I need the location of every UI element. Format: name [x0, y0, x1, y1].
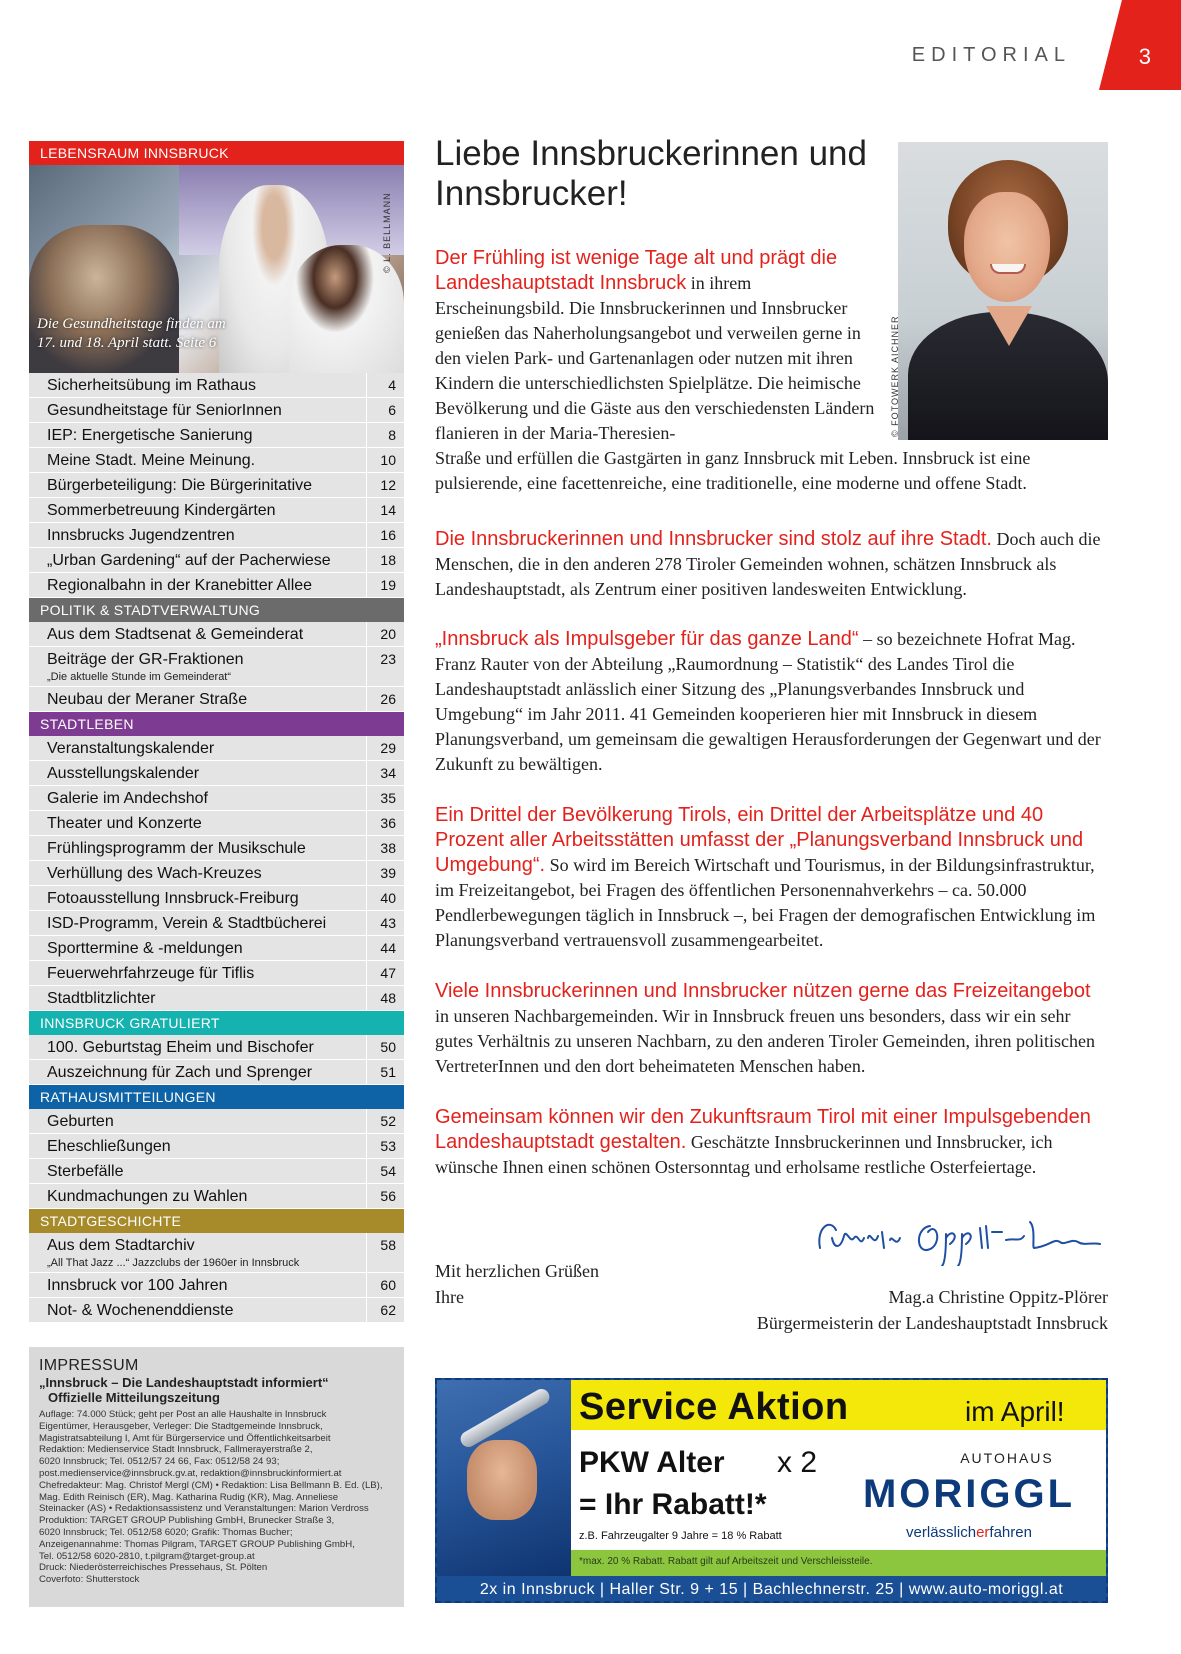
toc-item-subtitle: „Die aktuelle Stunde im Gemeinderat“ [47, 671, 232, 683]
paragraph-body: in unseren Nachbargemeinden. Wir in Innsbruck freuen uns besonders, dass wir ein sehr gutes Verhältnis zu unseren Nachbarn, zu den anderen Tiroler Gemeinden, ihren politischen VertreterInnen und den dort beheimateten Menschen haben. [435, 1006, 1095, 1076]
toc-item-title: Regionalbahn in der Kranebitter Allee [47, 577, 313, 594]
ad-brand-logo: MORIGGL [862, 1472, 1076, 1516]
toc-item-page: 10 [366, 448, 404, 472]
toc-section-rathaus[interactable]: RATHAUSMITTEILUNGEN [29, 1085, 404, 1109]
toc-item-page: 53 [366, 1134, 404, 1158]
signature-image [810, 1208, 1110, 1266]
toc-item[interactable] [29, 1134, 404, 1159]
toc-item[interactable] [29, 986, 404, 1011]
toc-item-title: Sterbefälle [47, 1163, 124, 1180]
toc-item-page: 36 [366, 811, 404, 835]
toc-item-title: Bürgerbeteiligung: Die Bürgerinitative [47, 477, 313, 494]
toc-item-page: 14 [366, 498, 404, 522]
toc-item-title: Stadtblitzlichter [47, 990, 156, 1007]
toc-section-gratuliert[interactable]: INNSBRUCK GRATULIERT [29, 1011, 404, 1035]
toc-item[interactable] [29, 498, 404, 523]
signer-role: Bürgermeisterin der Landeshauptstadt Innsbruck [756, 1313, 1108, 1333]
toc-item[interactable] [29, 961, 404, 986]
toc-item[interactable] [29, 836, 404, 861]
cover-photo-credit: © L. BELLMANN [382, 192, 392, 273]
toc-item-title: Feuerwehrfahrzeuge für Tiflis [47, 965, 255, 982]
paragraph-lead: „Innsbruck als Impulsgeber für das ganze Land“ [435, 628, 859, 650]
toc-item-title: Verhüllung des Wach-Kreuzes [47, 865, 262, 882]
paragraph-body: Geschätzte Innsbruckerinnen und Innsbrucker, ich wünsche Ihnen einen schönen Ostersonntag und erholsame restliche Osterfeiertage. [435, 1132, 1053, 1177]
toc-item[interactable] [29, 936, 404, 961]
article-headline: Liebe Innsbruckerinnen und Innsbrucker! [435, 134, 867, 213]
advertisement-banner[interactable] [435, 1378, 1108, 1603]
toc-item-page: 39 [366, 861, 404, 885]
ad-headline-suffix: im April! [965, 1396, 1065, 1427]
toc-list-gratuliert [29, 1035, 404, 1085]
toc-item-page: 23 [366, 647, 404, 686]
ad-footnote: *max. 20 % Rabatt. Rabatt gilt auf Arbeitszeit und Verschleissteile. [579, 1556, 873, 1567]
toc-list-politik [29, 622, 404, 712]
toc-item[interactable] [29, 398, 404, 423]
toc-item-title: Aus dem Stadtsenat & Gemeinderat [47, 626, 304, 643]
toc-item-page: 48 [366, 986, 404, 1010]
toc-item[interactable] [29, 647, 404, 687]
impressum-subtitle: Offizielle Mitteilungszeitung [48, 1390, 220, 1405]
paragraph-lead: Der Frühling ist wenige Tage alt und prägt die Landeshauptstadt Innsbruck [435, 247, 838, 294]
toc-section-lebensraum[interactable]: LEBENSRAUM INNSBRUCK [29, 141, 404, 165]
article-paragraph-4 [435, 803, 1108, 953]
toc-item[interactable] [29, 423, 404, 448]
toc-item-title: Innsbrucks Jugendzentren [47, 527, 235, 544]
toc-item-title: Not- & Wochenenddienste [47, 1302, 234, 1319]
impressum-body: Auflage: 74.000 Stück; geht per Post an alle Haushalte in Innsbruck Eigentümer, Herausgeber, Verleger: Die Stadtgemeinde Innsbruck, Magistratsabteilung I, Amt für Bürgerservice und Öffentlichkeitsarbeit Redaktion: Medienservice Stadt Innsbruck, Fallmerayerstraße 2, 6020 Innsbruck; Tel. 0512/57 24 66, Fax: 0512/58 24 93; post.medienservice@innsbruck.gv.at, redaktion@innsbruckinformiert.at Chefredakteur: Mag. Christof Mergl (CM) • Redaktion: Lisa Bellmann B. Ed. (LB), Mag. Edith Reinisch (ER), Mag. Katharina Rudig (KR), Mag. Anneliese Steinacker (AS) • Redaktionsassistenz und Veranstaltungen: Marion Verdross Produktion: TARGET GROUP Publishing GmbH, Brunecker Straße 3, 6020 Innsbruck; Tel. 0512/58 6020; Grafik: Thomas Bucher; Anzeigenannahme: Thomas Pilgram, TARGET GROUP Publishing GmbH, Tel. 0512/58 6020-2810, t.pilgram@target-group.at Druck: Niederösterreichisches Pressehaus, St. Pölten Coverfoto: Shutterstock [39, 1409, 383, 1586]
toc-item-title: Auszeichnung für Zach und Sprenger [47, 1064, 313, 1081]
toc-item-page: 62 [366, 1298, 404, 1322]
toc-item[interactable] [29, 548, 404, 573]
closing-greeting: Mit herzlichen Grüßen Ihre [435, 1261, 599, 1307]
toc-item[interactable] [29, 622, 404, 647]
toc-item-subtitle: „All That Jazz ...“ Jazzclubs der 1960er in Innsbruck [47, 1257, 300, 1269]
toc-list-stadtleben [29, 736, 404, 1011]
toc-item[interactable] [29, 761, 404, 786]
impressum-title: IMPRESSUM [39, 1357, 139, 1374]
section-label: EDITORIAL [911, 44, 1071, 66]
toc-item-page: 58 [366, 1233, 404, 1272]
toc-item-page: 51 [366, 1060, 404, 1084]
toc-item[interactable] [29, 448, 404, 473]
toc-section-politik[interactable]: POLITIK & STADTVERWALTUNG [29, 598, 404, 622]
toc-item-page: 16 [366, 523, 404, 547]
toc-item[interactable] [29, 886, 404, 911]
paragraph-lead: Ein Drittel der Bevölkerung Tirols, ein Drittel der Arbeitsplätze und 40 Prozent aller Arbeitsstätten umfasst der „Planungsverband Innsbruck und Umgebung“. [435, 804, 1084, 876]
toc-item[interactable] [29, 1159, 404, 1184]
toc-item[interactable] [29, 1060, 404, 1085]
ad-age-line: PKW Alter [579, 1446, 725, 1479]
toc-item-title: Aus dem Stadtarchiv [47, 1237, 195, 1254]
toc-item-title: Ausstellungskalender [47, 765, 200, 782]
ad-brand-label: AUTOHAUS [960, 1450, 1054, 1466]
toc-item-title: Veranstaltungskalender [47, 740, 215, 757]
portrait-credit: © FOTOWERK AICHNER [890, 315, 900, 437]
page-number: 3 [1138, 44, 1151, 69]
toc-item-page: 47 [366, 961, 404, 985]
toc-item-page: 8 [366, 423, 404, 447]
toc-item-title: Sicherheitsübung im Rathaus [47, 377, 257, 394]
toc-item[interactable] [29, 861, 404, 886]
toc-item-title: Innsbruck vor 100 Jahren [47, 1277, 228, 1294]
toc-item-page: 43 [366, 911, 404, 935]
toc-item-page: 40 [366, 886, 404, 910]
toc-item-title: „Urban Gardening“ auf der Pacherwiese [47, 552, 331, 569]
toc-item-page: 50 [366, 1035, 404, 1059]
toc-item-title: Fotoausstellung Innsbruck-Freiburg [47, 890, 299, 907]
toc-item-page: 38 [366, 836, 404, 860]
toc-item-title: Galerie im Andechshof [47, 790, 208, 807]
toc-item-page: 34 [366, 761, 404, 785]
toc-item-title: Frühlingsprogramm der Musikschule [47, 840, 306, 857]
toc-item-page: 20 [366, 622, 404, 646]
toc-item-title: Geburten [47, 1113, 114, 1130]
toc-item-page: 60 [366, 1273, 404, 1297]
toc-item-title: Neubau der Meraner Straße [47, 691, 248, 708]
toc-section-geschichte[interactable]: STADTGESCHICHTE [29, 1209, 404, 1233]
article-paragraph-6 [435, 1105, 1108, 1180]
article-paragraph-1 [435, 246, 1108, 496]
article-paragraph-2 [435, 527, 1108, 602]
cover-photo [29, 165, 404, 373]
signer-name: Mag.a Christine Oppitz-Plörer [888, 1287, 1108, 1307]
toc-item-page: 26 [366, 687, 404, 711]
toc-item[interactable] [29, 1184, 404, 1209]
toc-item-page: 54 [366, 1159, 404, 1183]
toc-item-page: 35 [366, 786, 404, 810]
toc-item-page: 4 [366, 373, 404, 397]
impressum-publication: „Innsbruck – Die Landeshauptstadt informiert“ [39, 1375, 329, 1390]
toc-item-page: 29 [366, 736, 404, 760]
paragraph-body-continued: Straße und erfüllen die Gastgärten in ganz Innsbruck mit Leben. Innsbruck ist eine pulsierende, eine facettenreiche, eine traditionelle, eine moderne und offene Stadt. [435, 448, 1031, 493]
toc-item[interactable] [29, 736, 404, 761]
toc-item-page: 18 [366, 548, 404, 572]
toc-item[interactable] [29, 687, 404, 712]
toc-item[interactable] [29, 473, 404, 498]
toc-section-stadtleben[interactable]: STADTLEBEN [29, 712, 404, 736]
toc-item-title: Theater und Konzerte [47, 815, 202, 832]
toc-item[interactable] [29, 811, 404, 836]
toc-item-title: 100. Geburtstag Eheim und Bischofer [47, 1039, 314, 1056]
toc-item[interactable] [29, 573, 404, 598]
toc-item-title: Beiträge der GR-Fraktionen [47, 651, 244, 668]
ad-photo-mechanic [437, 1380, 571, 1576]
paragraph-body: – so bezeichnete Hofrat Mag. Franz Rauter von der Abteilung „Raumordnung – Statistik“ des Landes Tirol die Landeshauptstadt anlässlich einer Sitzung des „Planungsverbandes Innsbruck und Umgebung“ im Jahr 2011. 41 Gemeinden kooperieren hier mit Innsbruck in diesem Planungsverband, um gemeinsam die gewaltigen Herausforderungen der Gegenwart und der Zukunft zu bewältigen. [435, 629, 1101, 774]
toc-item-title: ISD-Programm, Verein & Stadtbücherei [47, 915, 327, 932]
toc-item-page: 44 [366, 936, 404, 960]
toc-item[interactable] [29, 1298, 404, 1323]
toc-item-title: Sommerbetreuung Kindergärten [47, 502, 276, 519]
ad-slogan: verlässlicherfahren [906, 1524, 1032, 1541]
ad-headline: Service Aktion [579, 1386, 849, 1428]
article-paragraph-5 [435, 979, 1108, 1079]
toc-item[interactable] [29, 911, 404, 936]
toc-item-title: Kundmachungen zu Wahlen [47, 1188, 248, 1205]
toc-item[interactable] [29, 523, 404, 548]
paragraph-lead: Die Innsbruckerinnen und Innsbrucker sind stolz auf ihre Stadt. [435, 528, 992, 550]
toc-item-title: Gesundheitstage für SeniorInnen [47, 402, 282, 419]
toc-item-title: IEP: Energetische Sanierung [47, 427, 253, 444]
table-of-contents [29, 141, 404, 1323]
toc-list-lebensraum [29, 373, 404, 598]
ad-age-multiplier: x 2 [777, 1446, 818, 1479]
toc-item[interactable] [29, 1273, 404, 1298]
impressum-box [29, 1347, 404, 1607]
ad-address[interactable]: 2x in Innsbruck | Haller Str. 9 + 15 | Bachlechnerstr. 25 | www.auto-moriggl.at [479, 1581, 1064, 1598]
toc-item[interactable] [29, 1109, 404, 1134]
toc-item[interactable] [29, 786, 404, 811]
paragraph-lead: Viele Innsbruckerinnen und Innsbrucker nützen gerne das Freizeitangebot [435, 980, 1091, 1002]
toc-item-page: 6 [366, 398, 404, 422]
toc-item-title: Meine Stadt. Meine Meinung. [47, 452, 256, 469]
toc-list-geschichte [29, 1233, 404, 1323]
toc-item[interactable] [29, 1035, 404, 1060]
paragraph-body: Doch auch die Menschen, die in den anderen 278 Tiroler Gemeinden wohnen, schätzen Innsbruck als Landeshauptstadt, als Zentrum einer positiven landesweiten Entwicklung. [435, 529, 1101, 599]
paragraph-body: So wird im Bereich Wirtschaft und Tourismus, in der Bildungsinfrastruktur, im Freizeitangebot, bei Fragen des öffentlichen Personennahverkehrs – ca. 50.000 Pendlerbewegungen täglich in Innsbruck –, bei Fragen der demografischen Entwicklung im Planungsverband vertrauensvoll zusammengearbeitet. [435, 855, 1096, 950]
toc-item-title: Sporttermine & -meldungen [47, 940, 243, 957]
toc-item-page: 19 [366, 573, 404, 597]
toc-item[interactable] [29, 1233, 404, 1273]
toc-item-page: 12 [366, 473, 404, 497]
ad-discount-line: = Ihr Rabatt!* [579, 1488, 767, 1521]
article-paragraph-3 [435, 627, 1108, 777]
toc-item-page: 56 [366, 1184, 404, 1208]
toc-item[interactable] [29, 373, 404, 398]
paragraph-lead: Gemeinsam können wir den Zukunftsraum Tirol mit einer Impulsgebenden Landeshauptstadt gestalten. [435, 1106, 1091, 1153]
toc-item-title: Eheschließungen [47, 1138, 171, 1155]
cover-photo-caption: Die Gesundheitstage finden am 17. und 18. April statt. Seite 6 [37, 316, 226, 351]
ad-example: z.B. Fahrzeugalter 9 Jahre = 18 % Rabatt [579, 1530, 782, 1542]
toc-item-page: 52 [366, 1109, 404, 1133]
paragraph-body: in ihrem Erscheinungsbild. Die Innsbruckerinnen und Innsbrucker genießen das Naherholungsangebot und verweilen gerne in den vielen Park- und Gartenanlagen oder nutzen mit ihren Kindern die unterschiedlichsten Spielplätze. Die heimische Bevölkerung und die Gäste aus den verschiedensten Ländern flanieren in der Maria-Theresien- [435, 273, 875, 443]
toc-list-rathaus [29, 1109, 404, 1209]
